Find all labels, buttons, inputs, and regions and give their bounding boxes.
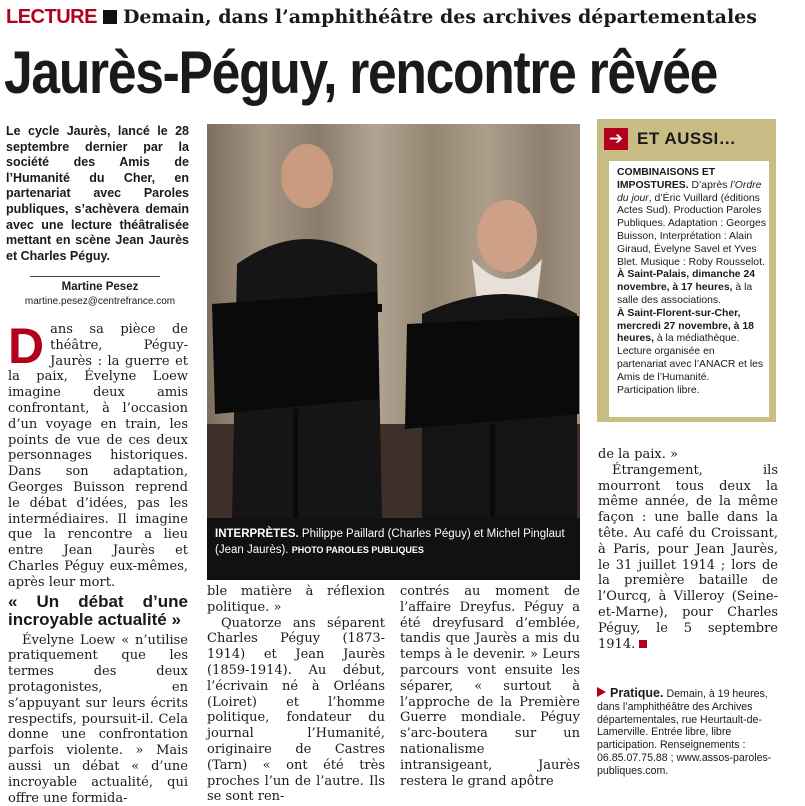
performers-photo: [207, 124, 580, 518]
column-3: [400, 584, 580, 789]
subhead: « Un débat d’une incroyable actualité »: [8, 591, 188, 629]
author-name: Martine Pesez: [61, 281, 139, 293]
col4-paragraph-1: de la paix. »: [598, 447, 678, 462]
sidebar-text: [617, 167, 767, 397]
sidebar-text-italic: l’Ordre du jour: [617, 179, 762, 204]
author-email: martine.pesez@centrefrance.com: [24, 296, 176, 307]
sidebar-et-aussi: [597, 119, 776, 422]
caption-lead: INTERPRÈTES.: [215, 528, 299, 540]
sidebar-text-a: D’après: [691, 179, 728, 191]
col1-paragraph-1: ans sa pièce de théâtre, Péguy-Jaurès : la guerre et la paix, Évelyne Loew imagine deux amis confrontant, à l’occasion d’un voyage en train, les points de vue de ces deux personnages historiques. Dans son adaptation, Georges Buisson reprend le débat d’idées, pas les intermédiaires. Il imagine que la rencontre a lieu entre Jean Jaurès et Charles Péguy eux-mêmes, après leur mort.: [8, 322, 188, 590]
col3-paragraph-1: contrés au moment de l’affaire Dreyfus. Péguy a été dreyfusard d’emblée, tandis que Jaurès a mis du temps à le devenir. » Leurs parcours vont ensuite les séparer, « surtout à l’approche de la Première Guerre mondiale. Péguy s’arc-boutera sur un nationalisme intransigeant, Jaurès restera le grand apôtre: [400, 584, 580, 789]
author-rule: [30, 276, 160, 277]
headline: Jaurès-Péguy, rencontre rêvée: [4, 39, 718, 106]
triangle-arrow-icon: [597, 687, 606, 697]
sidebar-text-b: , d’Éric Vuillard (éditions Actes Sud). Production Paroles Publiques. Adaptation : Georges Buisson, Interprétation : Alain Giraud, Évelyne Savel et Yves Blet. Musique : Roby Rousselot.: [617, 192, 767, 268]
kicker-text: Demain, dans l’amphithéâtre des archives départementales: [122, 6, 757, 28]
dropcap: D: [8, 318, 45, 374]
pratique-box: [597, 687, 777, 778]
photo-credit: PHOTO PAROLES PUBLIQUES: [291, 545, 424, 555]
caption-text: Philippe Paillard (Charles Péguy) et Michel Pinglaut (Jean Jaurès).: [215, 528, 565, 556]
pratique-title: Pratique.: [610, 686, 664, 700]
sidebar-venue-1: à la salle des associations.: [617, 282, 753, 306]
square-icon: [103, 10, 117, 24]
column-2: [207, 584, 385, 805]
col2-paragraph-1: ble matière à réflexion politique. »: [207, 584, 385, 615]
sidebar-show-title: COMBINAISONS ET IMPOSTURES.: [617, 167, 716, 191]
sidebar-date-2: À Saint-Florent-sur-Cher, mercredi 27 novembre, à 18 heures,: [617, 307, 754, 345]
col4-paragraph-2: Étrangement, ils mourront tous deux la même année, de la même façon : une balle dans la tête. Au café du Croissant, à Paris, pour Jean Jaurès, le 31 juillet 1914 ; lors de la première bataille de l’Ourcq, à Villeroy (Seine-et-Marne), pour Charles Péguy, le 5 septembre 1914.: [598, 462, 778, 652]
column-1: [8, 318, 188, 806]
photo: [207, 124, 580, 518]
col2-paragraph-2: Quatorze ans séparent Charles Péguy (1873-1914) et Jean Jaurès (1859-1914). Au début, l’écrivain né à Orléans (Loiret) et l’homme politique, fondateur du journal l’Humanité, originaire de Castres (Tarn) « ont été très proches l’un de l’autre. Ils se sont ren-: [207, 615, 385, 805]
column-4: [598, 447, 778, 652]
end-mark-icon: [639, 640, 647, 648]
sidebar-date-1: À Saint-Palais, dimanche 24 novembre, à 17 heures,: [617, 269, 756, 294]
sidebar-title: ET AUSSI…: [637, 129, 737, 148]
pratique-text: Demain, à 19 heures, dans l’amphithéâtre des Archives départementales, rue Heurtault-de-Lamerville. Entrée libre, libre participation. Renseignements : 06.85.07.75.88 ; www.assos-paroles-publiques.com.: [597, 688, 772, 777]
photo-caption: [207, 518, 580, 580]
sidebar-venue-2: à la médiathèque. Lecture organisée en partenariat avec l’ANACR et les Amis de l’Humanité. Participation libre.: [617, 333, 764, 396]
col1-paragraph-2: Évelyne Loew « n’utilise pratiquement que les termes des deux protagonistes, en s’appuyant sur leurs écrits respectifs, poursuit-il. Cela donne une confrontation parfois violente. » Mais aussi un débat « d’une incroyable actualité, qui offre une formida-: [8, 632, 188, 806]
kicker-tag: LECTURE: [6, 6, 97, 28]
kicker: [6, 6, 757, 29]
arrow-icon: ➔: [604, 128, 628, 150]
chapo: Le cycle Jaurès, lancé le 28 septembre dernier par la société des Amis de l’Humanité du Cher, en partenariat avec Paroles publiques, s’achèvera demain avec une lecture théâtralisée mettant en scène Jean Jaurès et Charles Péguy.: [6, 124, 189, 263]
